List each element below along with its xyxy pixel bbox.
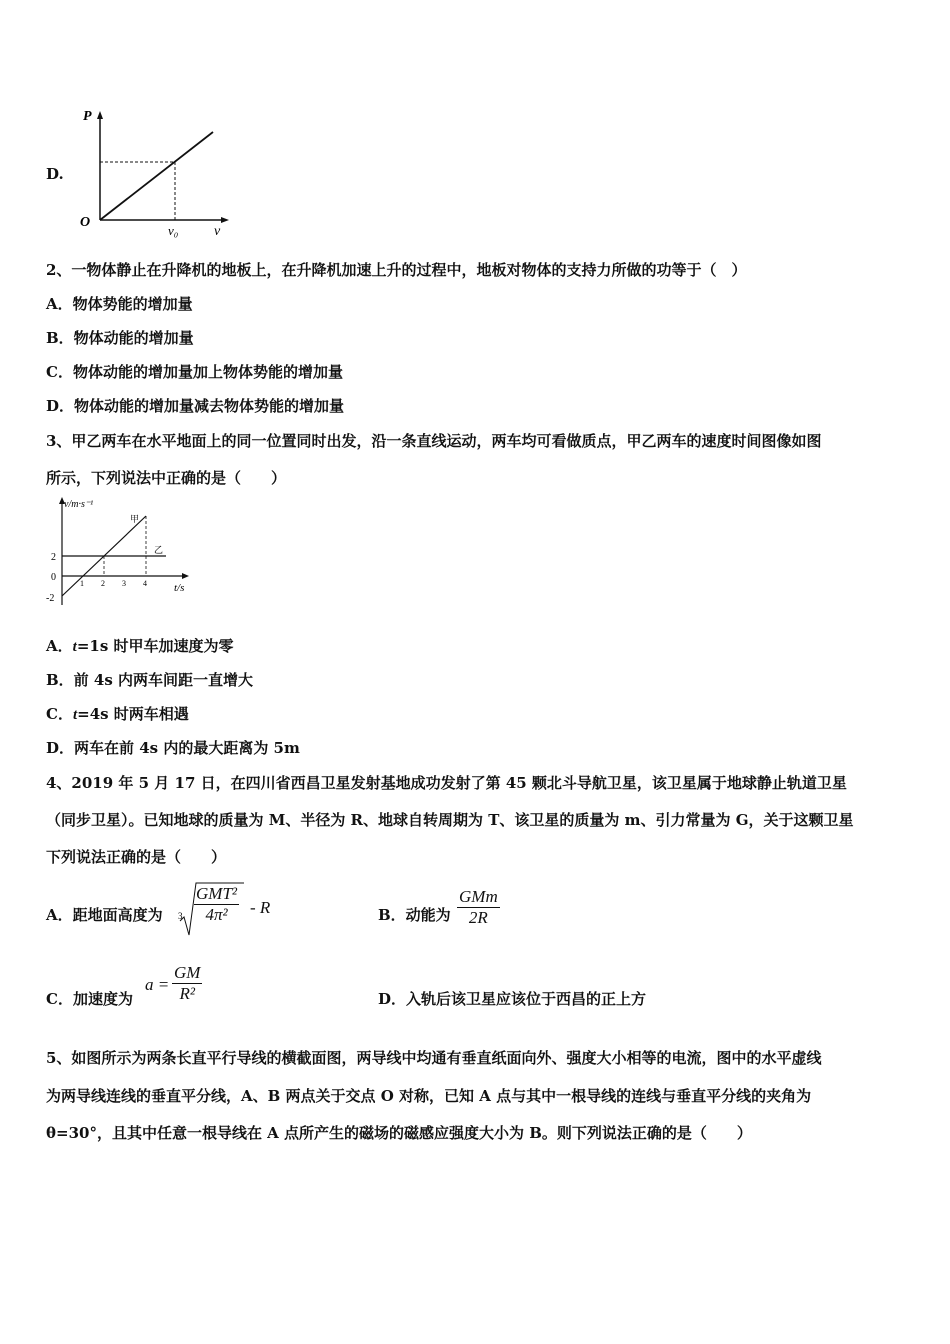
q1-pv-graph [75,105,235,240]
q4-c-lhs: a = [145,975,170,994]
q5-line1: 5、如图所示为两条长直平行导线的横截面图，两导线中均通有垂直纸面向外、强度大小相等的电流，图中的水平虚线 [46,1049,822,1067]
q3-option-a-var: t [72,639,77,655]
q3-option-c-prefix: C． [46,705,73,723]
root-index: 3 [178,911,183,921]
q3-option-c-rest: =4s 时两车相遇 [77,705,189,723]
q3-stem-line2: 所示，下列说法中正确的是（ ） [46,469,287,487]
q2-option-d: D．物体动能的增加量减去物体势能的增加量 [46,397,345,415]
q3-option-c [46,704,189,725]
q3-stem-line1: 3、甲乙两车在水平地面上的同一位置同时出发，沿一条直线运动，两车均可看做质点，甲乙两车的速度时间图像如图 [46,432,822,450]
q2-option-b: B．物体动能的增加量 [46,329,194,347]
chart-x-tick-3: 3 [122,579,126,588]
q2-option-a: A．物体势能的增加量 [46,295,193,313]
q4-a-numerator: GMT² [196,884,237,903]
series-yi-label: 乙 [154,545,164,555]
q3-option-b: B．前 4s 内两车间距一直增大 [46,671,254,689]
q3-option-a-prefix: A． [46,637,73,655]
chart-y-tick-2: 2 [51,552,56,563]
chart-x-tick-4: 4 [143,579,147,588]
q3-option-d: D．两车在前 4s 内的最大距离为 5m [46,739,300,757]
q3-option-a [46,636,234,657]
p-v-line [100,132,213,220]
chart-y-tick-neg2: -2 [46,593,55,604]
series-jia-label: 甲 [130,514,140,524]
q4-option-b-text: B．动能为 [378,906,451,924]
chart-x-tick-1: 1 [80,579,84,588]
chart-y-tick-0: 0 [51,572,56,583]
q4-option-a-text: A．距地面高度为 [46,906,163,924]
q4-b-denominator: 2R [457,907,500,928]
q1-option-d-label: D. [46,165,64,183]
q5-line3: θ=30°，且其中任意一根导线在 A 点所产生的磁场的磁感应强度大小为 B。则下列说法正确的是（ ） [46,1124,752,1142]
q4-a-denominator: 4π² [194,904,239,925]
q4-option-d: D．入轨后该卫星应该位于西昌的正上方 [378,990,647,1008]
q4-a-tail: - R [250,898,271,917]
chart-x-label: t/s [174,582,185,594]
v0-label: v₀ [168,223,179,238]
chart-x-tick-2: 2 [101,579,105,588]
origin-label: O [80,215,91,230]
q4-b-numerator: GMm [459,887,498,906]
q4-option-c-text: C．加速度为 [46,990,133,1008]
q3-vt-chart [40,495,200,610]
q4-stem-line2: （同步卫星）。已知地球的质量为 M、半径为 R、地球自转周期为 T、该卫星的质量为 m、引力常量为 G，关于这颗卫星 [46,811,854,829]
q5-line2: 为两导线连线的垂直平分线，A、B 两点关于交点 O 对称，已知 A 点与其中一根导线的连线与垂直平分线的夹角为 [46,1087,812,1105]
q3-option-a-rest: =1s 时甲车加速度为零 [76,637,234,655]
chart-y-label: v/m·s⁻¹ [64,499,94,510]
q4-option-c-formula [172,963,202,1004]
q4-option-b-formula [457,887,500,928]
q4-c-numerator: GM [174,963,201,982]
q3-option-c-var: t [72,707,78,723]
y-axis-label: P [83,109,92,124]
q4-c-denominator: R² [172,983,202,1004]
q2-stem: 2、一物体静止在升降机的地板上，在升降机加速上升的过程中，地板对物体的支持力所做的功等于（ ） [46,261,747,279]
q2-option-c: C．物体动能的增加量加上物体势能的增加量 [46,363,343,381]
q4-stem-line1: 4、2019 年 5 月 17 日，在四川省西昌卫星发射基地成功发射了第 45 颗北斗导航卫星，该卫星属于地球静止轨道卫星 [46,774,847,792]
x-axis-label: v [214,224,221,239]
q4-stem-line3: 下列说法正确的是（ ） [46,848,227,866]
